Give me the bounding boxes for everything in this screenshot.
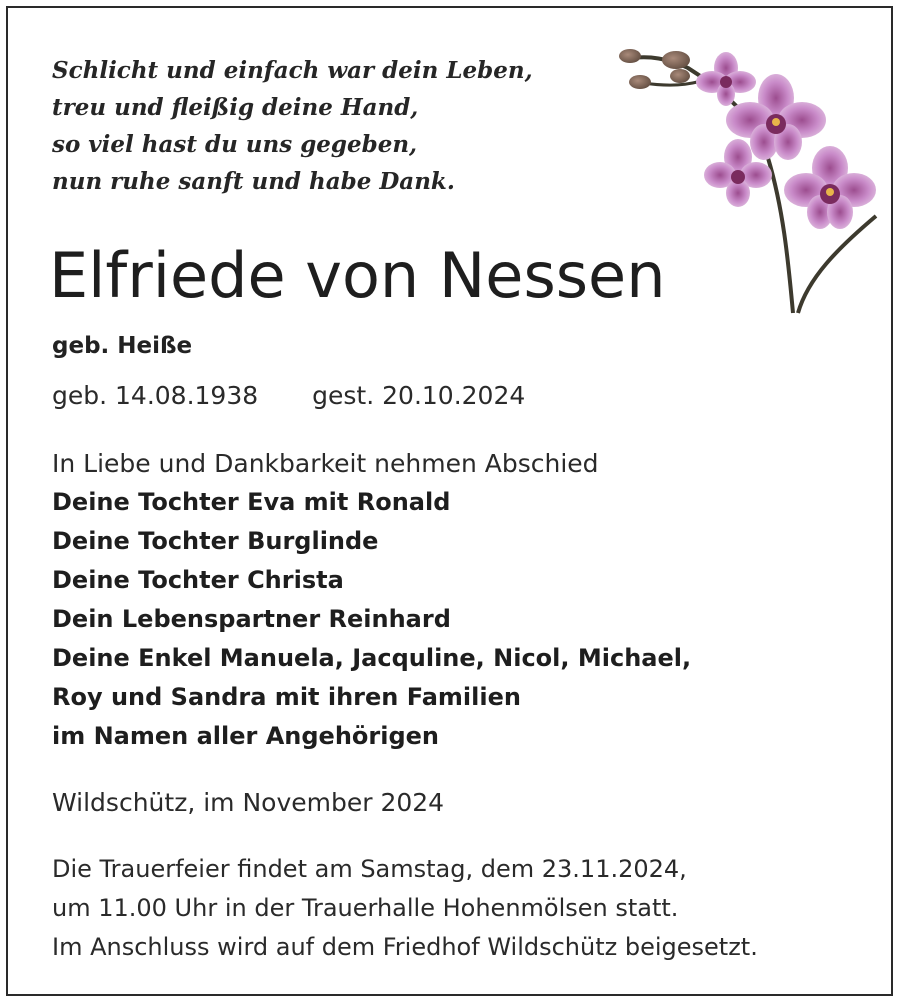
ceremony-info: [52, 850, 758, 967]
poem-line: so viel hast du uns gegeben,: [52, 131, 418, 158]
poem-line: treu und fleißig deine Hand,: [52, 94, 419, 121]
mourner-line: Deine Tochter Eva mit Ronald: [52, 488, 451, 516]
mourners-intro: In Liebe und Dankbarkeit nehmen Abschied: [52, 449, 599, 478]
poem-line: nun ruhe sanft und habe Dank.: [52, 168, 455, 195]
ceremony-line: Im Anschluss wird auf dem Friedhof Wildschütz beigesetzt.: [52, 933, 758, 961]
obituary-frame: [6, 6, 893, 996]
poem: [52, 52, 592, 200]
mourner-line: Deine Tochter Christa: [52, 566, 344, 594]
mourner-line: Roy und Sandra mit ihren Familien: [52, 683, 521, 711]
mourner-line: Dein Lebenspartner Reinhard: [52, 605, 451, 633]
death-date: gest. 20.10.2024: [312, 381, 526, 410]
place-date: Wildschütz, im November 2024: [52, 788, 445, 817]
deceased-name: Elfriede von Nessen: [49, 239, 666, 312]
mourner-line: im Namen aller Angehörigen: [52, 722, 440, 750]
maiden-name: geb. Heiße: [52, 333, 193, 359]
life-dates: [52, 376, 525, 416]
ceremony-line: Die Trauerfeier findet am Samstag, dem 23.11.2024,: [52, 855, 687, 883]
mourners-list: [52, 444, 691, 756]
birth-date: geb. 14.08.1938: [52, 381, 259, 410]
ceremony-line: um 11.00 Uhr in der Trauerhalle Hohenmölsen statt.: [52, 894, 679, 922]
mourner-line: Deine Enkel Manuela, Jacquline, Nicol, Michael,: [52, 644, 692, 672]
mourner-line: Deine Tochter Burglinde: [52, 527, 379, 555]
poem-line: Schlicht und einfach war dein Leben,: [52, 57, 533, 84]
